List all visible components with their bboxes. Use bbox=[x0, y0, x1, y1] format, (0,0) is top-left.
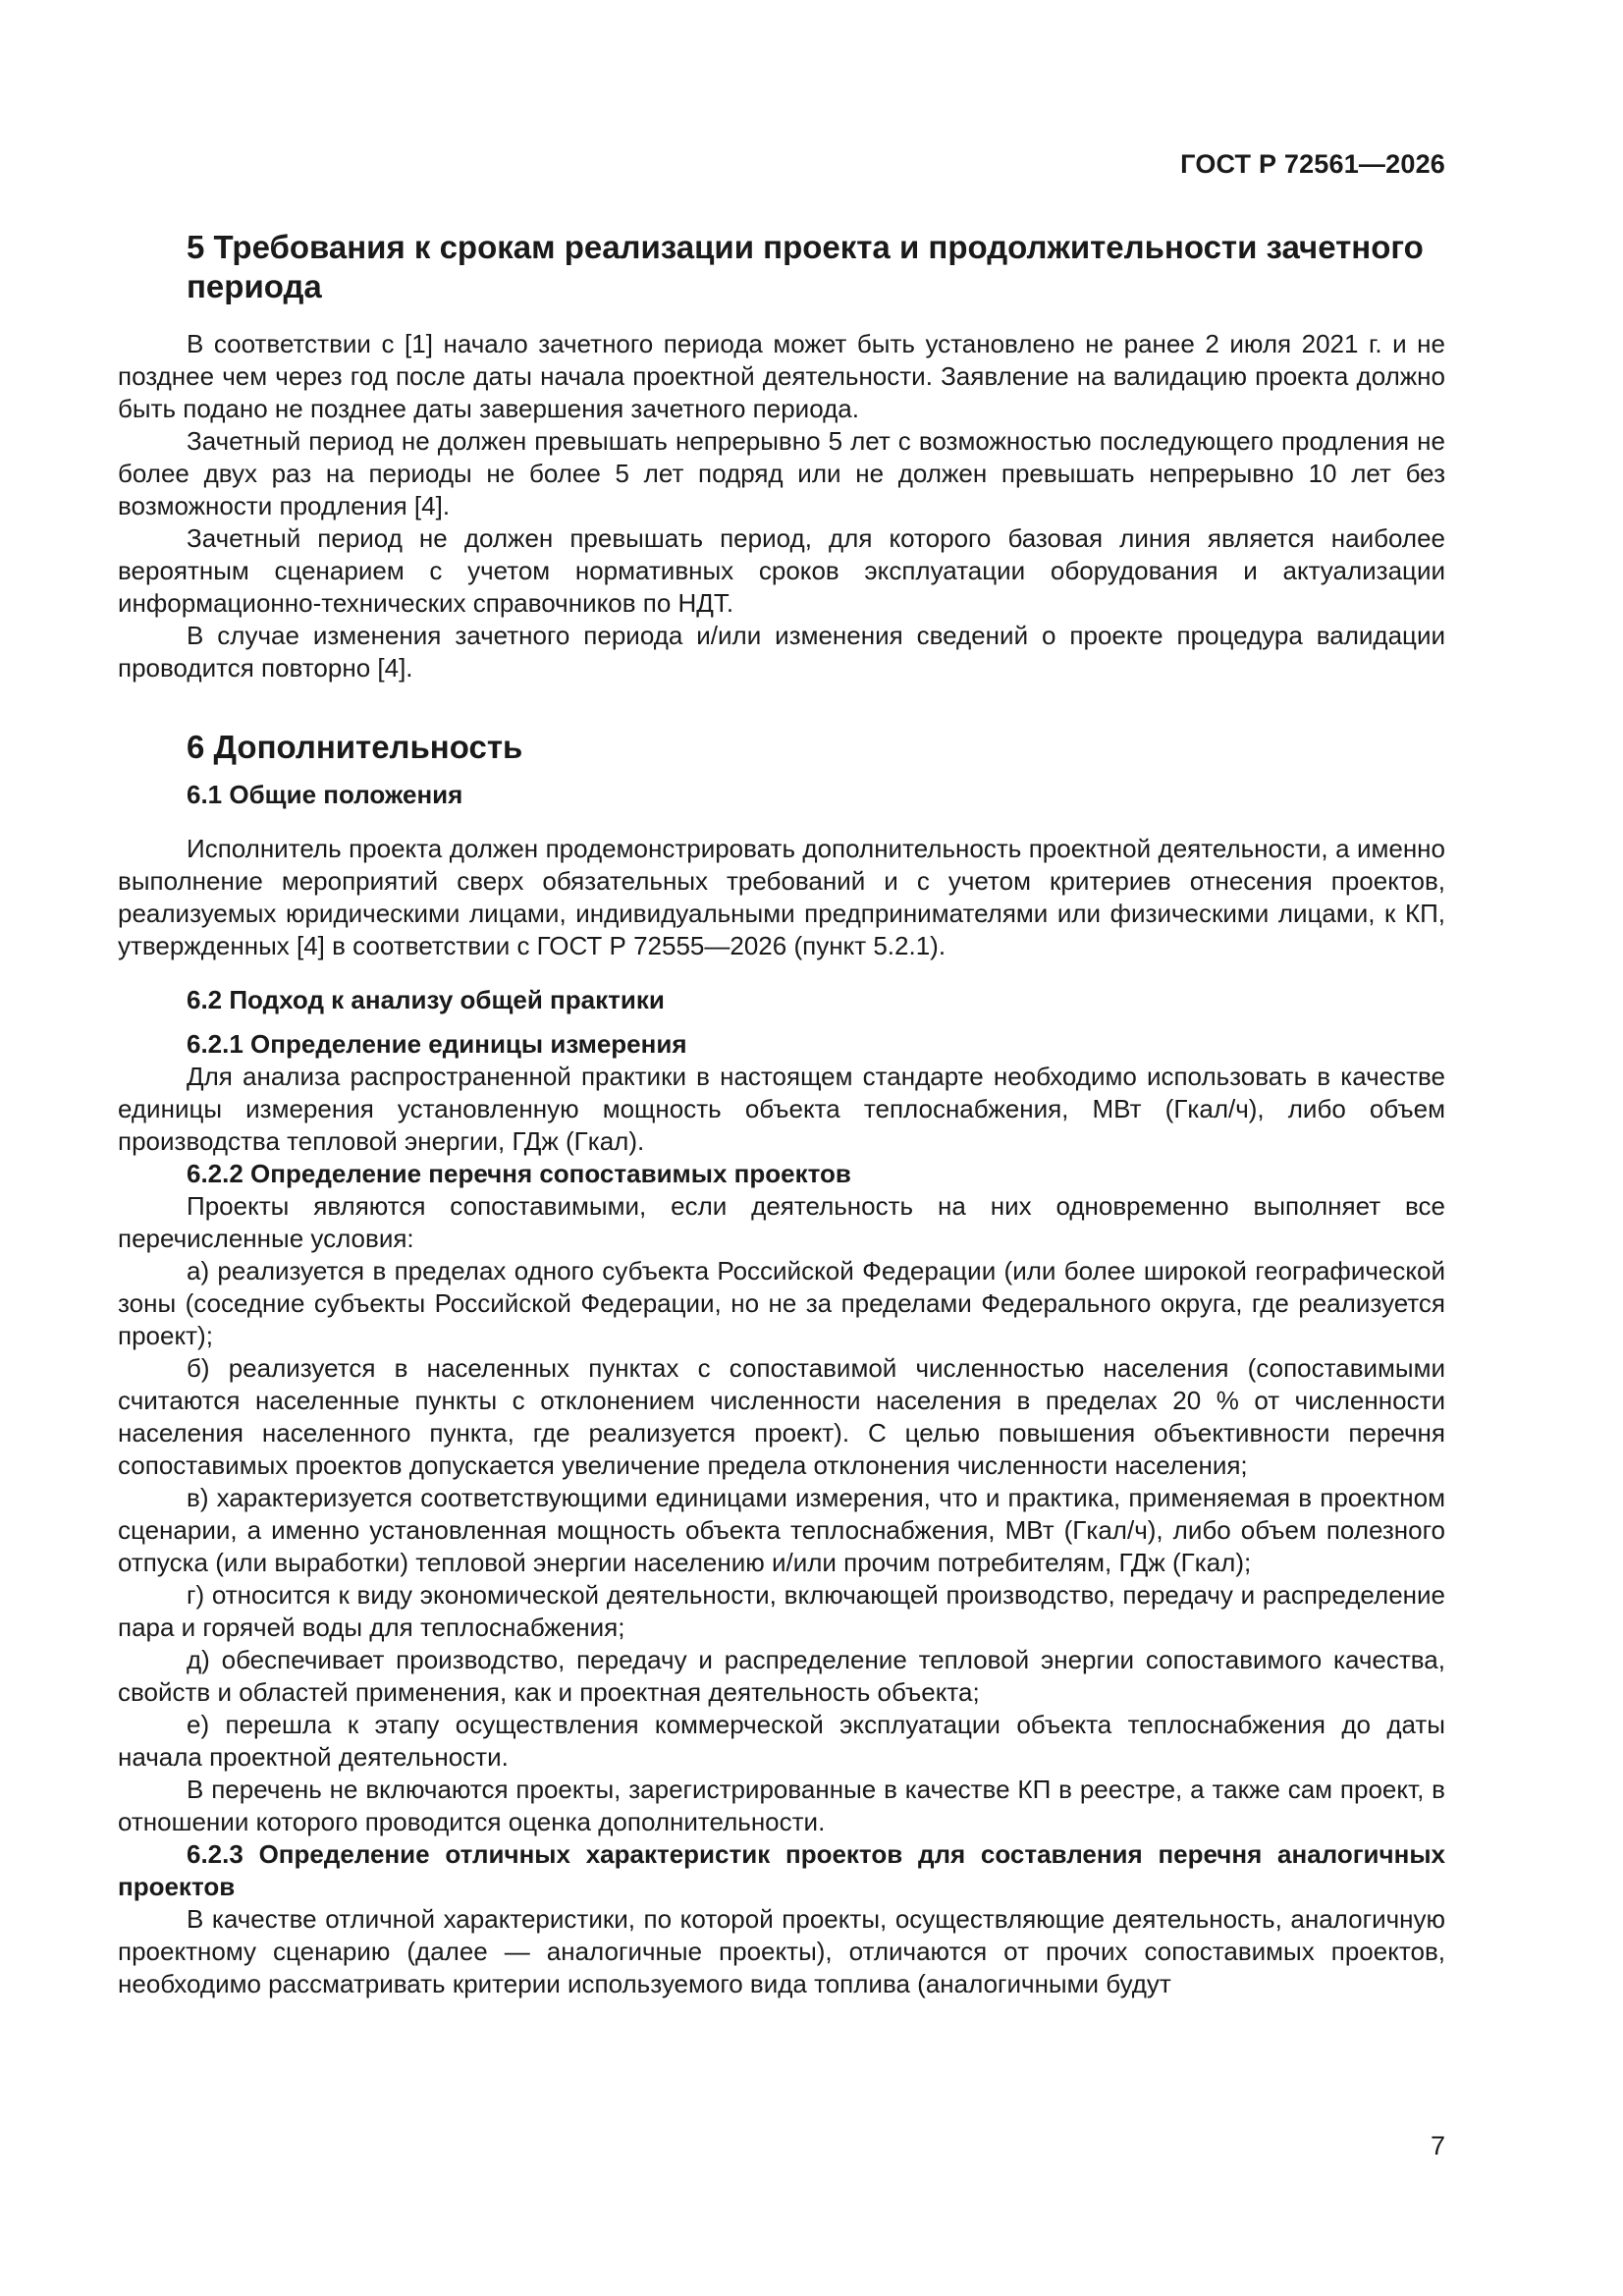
subsection-6-2-heading: 6.2 Подход к анализу общей практики bbox=[187, 985, 665, 1014]
subsection-6-1-text: Исполнитель проекта должен продемонстрировать дополнительность проектной деятельности, а именно выполнение мероприятий сверх обязательных требований и с учетом критериев отнесения проектов, реализуемых юридическими лицами, индивидуальными предпринимателями или физическими лицами, к КП, утвержденных [4] в соответствии с ГОСТ Р 72555—2026 (пункт 5.2.1). bbox=[118, 834, 1445, 960]
subsection-6-2-3-heading: 6.2.3 Определение отличных характеристик проектов для составления перечня аналогичных проектов bbox=[118, 1839, 1445, 1901]
subsection-6-2-1-heading: 6.2.1 Определение единицы измерения bbox=[187, 1029, 687, 1059]
subsection-6-2-1-text: Для анализа распространенной практики в настоящем стандарте необходимо использовать в качестве единицы измерения установленную мощность объекта теплоснабжения, МВт (Гкал/ч), либо объем производства тепловой энергии, ГДж (Гкал). bbox=[118, 1062, 1445, 1156]
subsection-6-2-3-text: В качестве отличной характеристики, по которой проекты, осуществляющие деятельность, аналогичную проектному сценарию (далее — аналогичные проекты), отличаются от прочих сопоставимых проектов, необходимо рассматривать критерии используемого вида топлива (аналогичными будут bbox=[118, 1904, 1445, 1998]
subsection-6-2-2-paragraph-1: Проекты являются сопоставимыми, если деятельность на них одновременно выполняет все перечисленные условия: bbox=[118, 1191, 1445, 1253]
document-code: ГОСТ Р 72561—2026 bbox=[1180, 149, 1445, 179]
section-5-paragraph-4: В случае изменения зачетного периода и/или изменения сведений о проекте процедура валидации проводится повторно [4]. bbox=[118, 621, 1445, 683]
document-body bbox=[118, 228, 1445, 2000]
list-item-b: б) реализуется в населенных пунктах с сопоставимой численностью населения (сопоставимыми считаются населенные пункты с отклонением численности населения в пределах 20 % от численности населения населенного пункта, где реализуется проект). С целью повышения объективности перечня сопоставимых проектов допускается увеличение предела отклонения численности населения; bbox=[118, 1353, 1445, 1480]
page-number: 7 bbox=[1430, 2131, 1445, 2160]
section-5-heading: 5 Требования к срокам реализации проекта и продолжительности зачетного периода bbox=[187, 229, 1424, 304]
section-5-paragraph-1: В соответствии с [1] начало зачетного периода может быть установлено не ранее 2 июля 2021 г. и не позднее чем через год после даты начала проектной деятельности. Заявление на валидацию проекта должно быть подано не позднее даты завершения зачетного периода. bbox=[118, 329, 1445, 423]
list-item-a: а) реализуется в пределах одного субъекта Российской Федерации (или более широкой географической зоны (соседние субъекты Российской Федерации, но не за пределами Федерального округа, где реализуется проект); bbox=[118, 1256, 1445, 1350]
subsection-6-1-heading: 6.1 Общие положения bbox=[187, 780, 463, 809]
subsection-6-2-2-heading: 6.2.2 Определение перечня сопоставимых проектов bbox=[187, 1159, 851, 1188]
list-item-v: в) характеризуется соответствующими единицами измерения, что и практика, применяемая в проектном сценарии, а именно установленная мощность объекта теплоснабжения, МВт (Гкал/ч), либо объем полезного отпуска (или выработки) тепловой энергии населению и/или прочим потребителям, ГДж (Гкал); bbox=[118, 1483, 1445, 1577]
section-5-paragraph-2: Зачетный период не должен превышать непрерывно 5 лет с возможностью последующего продления не более двух раз на периоды не более 5 лет подряд или не должен превышать непрерывно 10 лет без возможности продления [4]. bbox=[118, 426, 1445, 520]
document-page bbox=[118, 0, 1445, 2296]
list-item-g: г) относится к виду экономической деятельности, включающей производство, передачу и распределение пара и горячей воды для теплоснабжения; bbox=[118, 1580, 1445, 1642]
section-6-heading: 6 Дополнительность bbox=[187, 729, 523, 765]
subsection-6-2-2-paragraph-last: В перечень не включаются проекты, зарегистрированные в качестве КП в реестре, а также сам проект, в отношении которого проводится оценка дополнительности. bbox=[118, 1775, 1445, 1836]
list-item-e: е) перешла к этапу осуществления коммерческой эксплуатации объекта теплоснабжения до даты начала проектной деятельности. bbox=[118, 1710, 1445, 1772]
section-5-paragraph-3: Зачетный период не должен превышать период, для которого базовая линия является наиболее вероятным сценарием с учетом нормативных сроков эксплуатации оборудования и актуализации информационно-технических справочников по НДТ. bbox=[118, 523, 1445, 618]
list-item-d: д) обеспечивает производство, передачу и распределение тепловой энергии сопоставимого качества, свойств и областей применения, как и проектная деятельность объекта; bbox=[118, 1645, 1445, 1707]
